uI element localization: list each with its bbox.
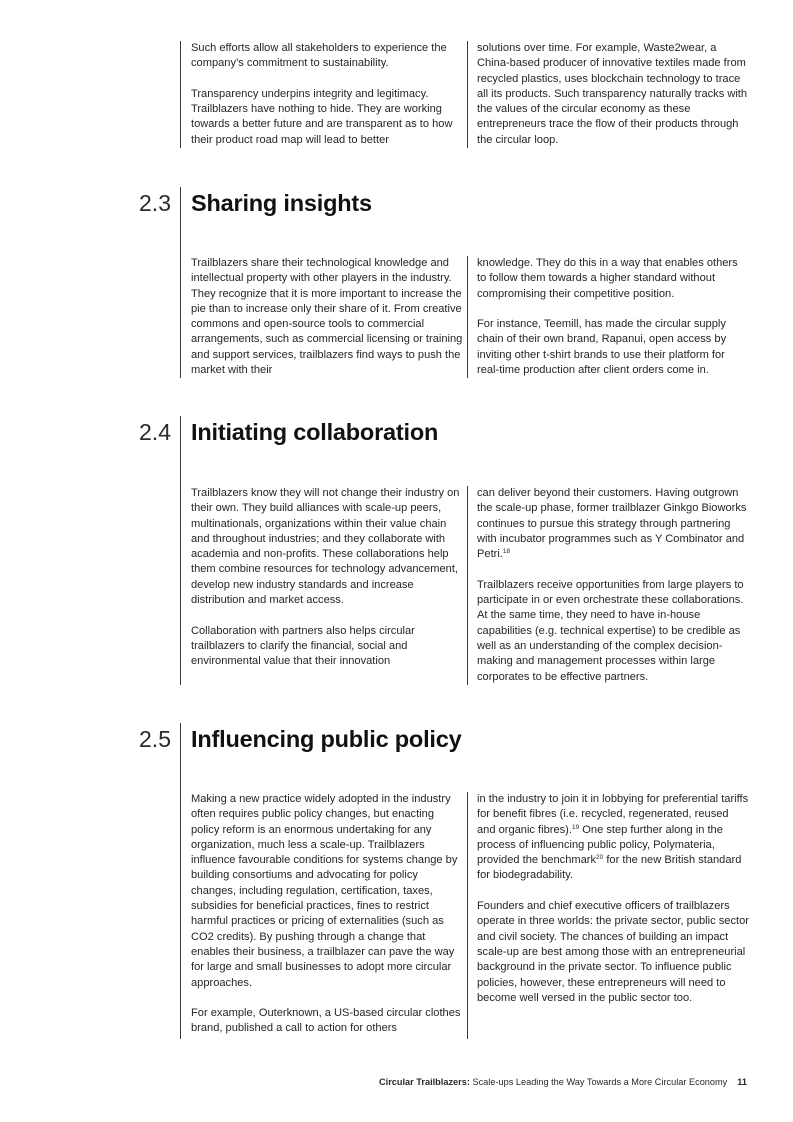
section-2-3-left-column — [191, 256, 463, 378]
paragraph: For example, Outerknown, a US-based circular clothes brand, published a call to action for others — [191, 1007, 461, 1035]
section-2-3-right-column — [477, 256, 749, 378]
paragraph: Transparency underpins integrity and legitimacy. Trailblazers have nothing to hide. They are working towards a better future and are transparent as to how their product road map will lead to better — [191, 87, 453, 146]
column-rule-right — [467, 41, 468, 148]
paragraph: knowledge. They do this in a way that enables others to follow them towards a higher standard without compromising their competitive position. — [477, 257, 738, 300]
page-number: 11 — [737, 1077, 747, 1087]
section-title: Influencing public policy — [191, 726, 462, 752]
paragraph: Such efforts allow all stakeholders to experience the company’s commitment to sustainability. — [191, 42, 447, 70]
page-footer — [379, 1077, 747, 1087]
section-number: 2.3 — [139, 190, 171, 216]
column-rule-right — [467, 256, 468, 378]
paragraph: For instance, Teemill, has made the circular supply chain of their own brand, Rapanui, open access by inviting other t-shirt brands to use their platform for real-time production after client orders come in. — [477, 318, 727, 377]
paragraph — [477, 486, 749, 562]
footer-title-bold: Circular Trailblazers: — [379, 1077, 470, 1087]
footnote-marker: 18 — [502, 548, 511, 556]
section-number: 2.5 — [139, 726, 171, 752]
paragraph: solutions over time. For example, Waste2wear, a China-based producer of innovative textiles made from recycled plastics, uses blockchain technology to trace all its products. Such transparency naturally tracks with the values of the circular economy as these entrepreneurs trace the flow of their products through the circular loop. — [477, 42, 748, 146]
section-2-5-right-column — [477, 792, 749, 1006]
top-left-column — [191, 41, 463, 148]
paragraph: Trailblazers share their technological knowledge and intellectual property with other players in the industry. They recognize that it is more important to increase the pie than to increase only their share of it. From creative commons and open-source tools to commercial arrangements, such as commercial licensing or training and support services, trailblazers find ways to push the market with their — [191, 257, 463, 377]
section-rule — [180, 723, 181, 1039]
paragraph: Trailblazers receive opportunities from large players to participate in or even orchestrate these collaborations. At the same time, they need to have in-house capabilities (e.g. technical expertise) to be credible as well as an understanding of the complex decision-making and management processes within large corporates to be effective partners. — [477, 578, 744, 683]
footnote-marker: 19 — [571, 823, 580, 831]
column-rule-right — [467, 486, 468, 685]
footnote-marker: 20 — [596, 854, 604, 862]
paragraph: Trailblazers know they will not change their industry on their own. They build alliances with scale-up peers, multinationals, organizations within their value chain and throughout industries; and they collaborate with academia and non-profits. These collaborations help them combine resources for technology advancement, develop new industry standards and increase distribution and market access. — [191, 487, 460, 607]
paragraph-text: for the new British standard for biodegradability. — [477, 854, 742, 882]
section-rule — [180, 416, 181, 685]
section-title: Initiating collaboration — [191, 419, 439, 445]
paragraph: Making a new practice widely adopted in the industry often requires public policy changes, but enacting policy reform is an enormous undertaking for any organization, much less a scale-up. Trailblazers influence favourable conditions for systems change by building consortiums and advocating for policy changes, including regulation, certification, taxes, subsidies for beneficial practices, fines to restrict harmful practices or pricing of externalities (such as CO2 credits). By pushing through a change that enables their business, a trailblazer can pave the way for large and small businesses to adopt more circular approaches. — [191, 793, 458, 989]
column-rule-left — [180, 41, 181, 148]
footer-title: Scale-ups Leading the Way Towards a More Circular Economy — [469, 1077, 728, 1087]
section-title: Sharing insights — [191, 190, 372, 216]
paragraph-text: in the industry to join it in lobbying for preferential tariffs for benefit fibres (i.e. recycled, regenerated, reused and organic fibres). — [477, 793, 749, 836]
column-rule-right — [467, 792, 468, 1039]
section-2-5-left-column — [191, 792, 463, 1037]
section-number: 2.4 — [139, 419, 171, 445]
top-right-column — [477, 41, 749, 148]
section-2-4-left-column — [191, 486, 463, 670]
paragraph: Founders and chief executive officers of trailblazers operate in three worlds: the private sector, public sector and civil society. The chances of building an impact scale-up are best among those with an entrepreneurial background in the private sector. To influence public policies, however, these entrepreneurs will need to become well versed in the public sector too. — [477, 900, 749, 1004]
section-rule — [180, 187, 181, 378]
paragraph-text: One step further along in the process of influencing public policy, Polymateria, provided the benchmark — [477, 823, 723, 867]
paragraph: Collaboration with partners also helps circular trailblazers to clarify the financial, social and environmental value that their innovation — [191, 624, 415, 668]
section-2-4-right-column — [477, 486, 749, 685]
paragraph-text: can deliver beyond their customers. Having outgrown the scale-up phase, former trailblazer Ginkgo Bioworks continues to pursue this strategy through partnering with incubator programmes such as Y Combinator and Petri. — [477, 487, 747, 561]
paragraph — [477, 792, 749, 884]
